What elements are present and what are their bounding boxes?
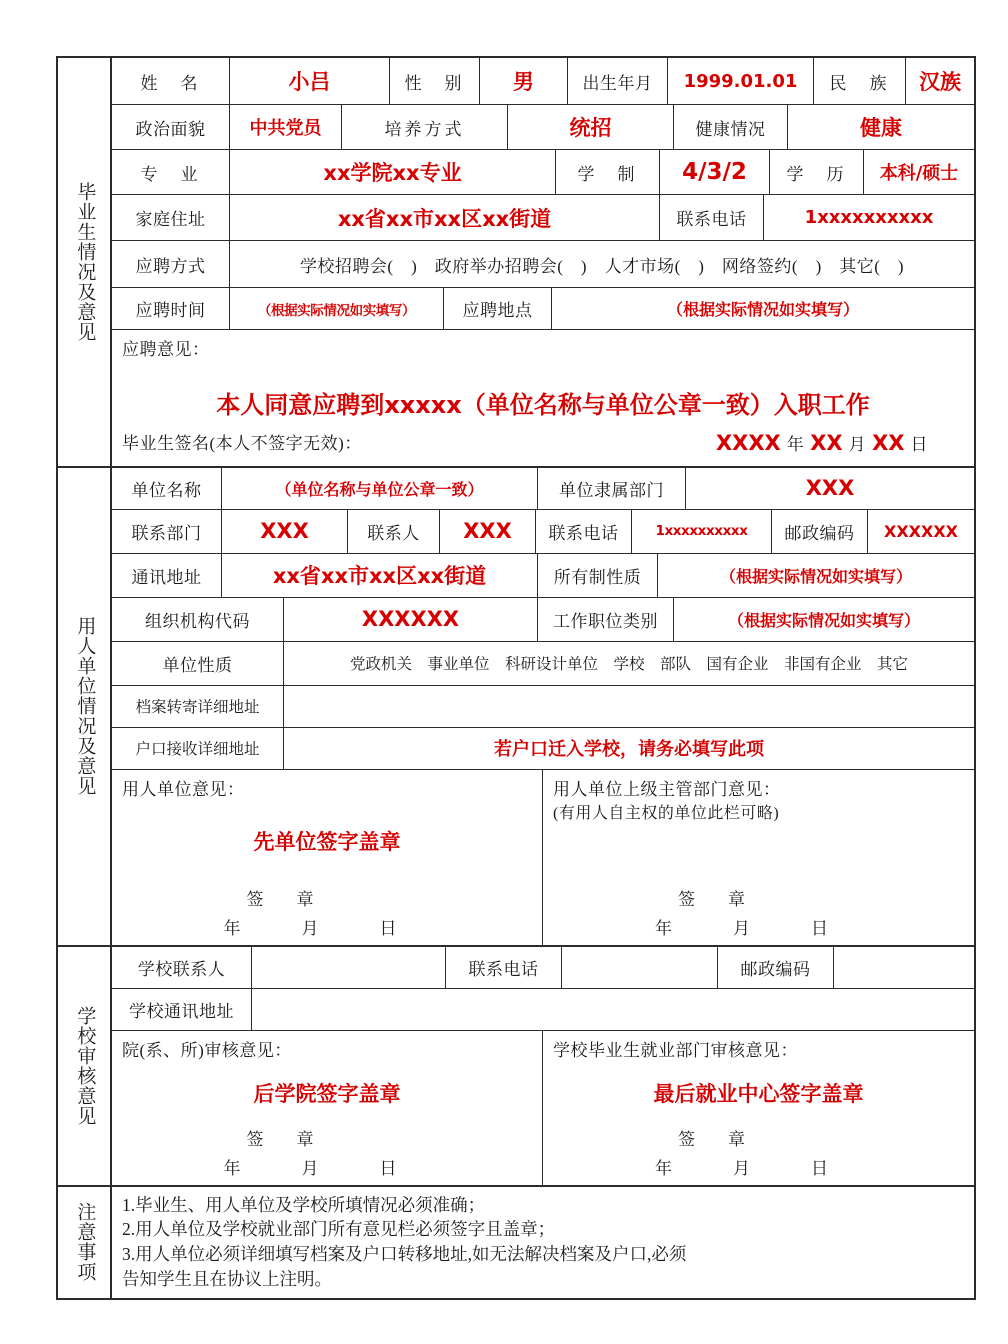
- label-school-contact: 学校联系人: [137, 959, 226, 979]
- dept-day: 日: [379, 1158, 397, 1178]
- label-archive-address-cell: [112, 686, 284, 727]
- row-major-system-education: [112, 150, 974, 195]
- label-employer-postcode: 邮政编码: [784, 523, 855, 543]
- apply-method-options: 学校招聘会( ) 政府举办招聘会( ) 人才市场( ) 网络签约( ) 其它( ): [299, 256, 905, 276]
- value-school-system: 4/3/2: [682, 159, 747, 185]
- row-archive-address: [112, 686, 974, 728]
- dept-year: 年: [223, 1158, 241, 1178]
- value-name-cell[interactable]: [230, 58, 390, 104]
- section-school: [58, 947, 974, 1187]
- row-name-gender-birth-ethnicity: [112, 58, 974, 105]
- value-employer-address-cell[interactable]: [222, 554, 538, 597]
- row-employer-opinions: [112, 770, 974, 945]
- value-org-code-cell[interactable]: [284, 598, 538, 641]
- row-apply-time-place: [112, 288, 974, 330]
- value-apply-time: （根据实际情况如实填写）: [257, 302, 416, 319]
- value-job-category: （根据实际情况如实填写）: [727, 610, 920, 630]
- employer-opinion-block[interactable]: [112, 770, 543, 945]
- value-training-cell[interactable]: [508, 105, 674, 149]
- employment-agreement-form: [56, 56, 976, 1300]
- note-item: 告知学生且在协议上注明。: [122, 1269, 332, 1290]
- label-name-cell: [112, 58, 230, 104]
- label-school-system-cell: [556, 150, 660, 194]
- label-graduate-signature: 毕业生签名(本人不签字无效)：: [122, 433, 362, 453]
- value-gender: 男: [513, 70, 534, 94]
- label-education-cell: [770, 150, 864, 194]
- superior-month: 月: [733, 918, 750, 938]
- label-school-postcode: 邮政编码: [740, 959, 811, 979]
- value-employer-phone-cell[interactable]: [632, 510, 772, 553]
- value-home-address: xx省xx市xx区xx街道: [337, 206, 552, 231]
- label-birth-cell: [568, 58, 668, 104]
- label-training-cell: [342, 105, 508, 149]
- row-apply-method: [112, 241, 974, 288]
- value-employment-opinion: 最后就业中心签字盖章: [653, 1081, 864, 1106]
- value-political-cell[interactable]: [230, 105, 342, 149]
- section-employer-label: 用人单位情况及意见: [58, 468, 112, 945]
- label-health-cell: [674, 105, 788, 149]
- label-employment-opinion: 学校毕业生就业部门审核意见：: [553, 1040, 798, 1060]
- section-notes-body: [112, 1187, 974, 1298]
- employment-year: 年: [655, 1158, 672, 1178]
- employment-opinion-block[interactable]: [543, 1031, 974, 1185]
- sign-month-value: XX: [810, 430, 843, 455]
- section-graduate-body: [112, 58, 974, 466]
- superior-seal-label: 签 章: [678, 889, 753, 909]
- value-home-address-cell[interactable]: [230, 195, 660, 240]
- value-contact-dept-cell[interactable]: [222, 510, 348, 553]
- row-org-code-job-category: [112, 598, 974, 642]
- employment-ymd: [543, 1154, 974, 1179]
- label-superior-dept: 单位隶属部门: [559, 480, 664, 500]
- label-school-address: 学校通讯地址: [129, 1001, 234, 1021]
- employment-sign-rows: [543, 1125, 974, 1179]
- value-school-system-cell[interactable]: [660, 150, 770, 194]
- employment-day: 日: [811, 1158, 828, 1178]
- section-school-body: [112, 947, 974, 1185]
- apply-method-options-cell[interactable]: [230, 241, 974, 287]
- value-ethnicity-cell[interactable]: [906, 58, 974, 104]
- label-ownership: 所有制性质: [553, 567, 642, 587]
- notes-list: [112, 1187, 974, 1298]
- value-job-category-cell[interactable]: [674, 598, 974, 641]
- employer-seal-label: 签 章: [246, 889, 322, 909]
- row-school-address: [112, 989, 974, 1031]
- label-ethnicity: 民 族: [829, 73, 890, 93]
- value-apply-place-cell[interactable]: [552, 288, 974, 329]
- label-gender-cell: [390, 58, 480, 104]
- value-name: 小吕: [288, 70, 331, 94]
- value-ownership: （根据实际情况如实填写）: [719, 566, 912, 586]
- value-hukou-address: 若户口迁入学校，请务必填写此项: [494, 739, 764, 760]
- label-apply-place-cell: [444, 288, 552, 329]
- sign-year-unit: 年: [786, 434, 805, 454]
- row-school-opinions: [112, 1031, 974, 1185]
- value-employer-postcode-cell[interactable]: [868, 510, 974, 553]
- employer-opinion-pair: [112, 770, 974, 945]
- value-health-cell[interactable]: [788, 105, 974, 149]
- value-employer-opinion: 先单位签字盖章: [253, 830, 401, 855]
- label-school-phone: 联系电话: [468, 959, 539, 979]
- employer-year: 年: [223, 918, 241, 938]
- label-birth: 出生年月: [582, 73, 653, 93]
- label-unit-nature-cell: [112, 642, 284, 685]
- dept-opinion-block[interactable]: [112, 1031, 543, 1185]
- value-gender-cell[interactable]: [480, 58, 568, 104]
- label-home-address: 家庭住址: [135, 210, 206, 229]
- section-notes-label: 注意事项: [58, 1187, 112, 1298]
- unit-nature-options-cell[interactable]: [284, 642, 974, 685]
- label-health: 健康情况: [695, 119, 766, 139]
- label-school-phone-cell: [446, 947, 562, 988]
- section-notes: [58, 1187, 974, 1298]
- value-school-contact-cell[interactable]: [252, 947, 446, 988]
- value-education: 本科/硕士: [879, 163, 959, 184]
- value-superior-dept: XXX: [805, 476, 855, 500]
- unit-nature-options: 党政机关 事业单位 科研设计单位 学校 部队 国有企业 非国有企业 其它: [349, 656, 908, 673]
- label-school-contact-cell: [112, 947, 252, 988]
- label-unit-name: 单位名称: [131, 480, 202, 500]
- section-graduate-label: 毕业生情况及意见: [58, 58, 112, 466]
- label-political-cell: [112, 105, 230, 149]
- value-phone-cell[interactable]: [764, 195, 974, 240]
- value-health: 健康: [860, 116, 902, 140]
- label-org-code: 组织机构代码: [145, 611, 250, 631]
- label-major-cell: [112, 150, 230, 194]
- label-contact-dept: 联系部门: [131, 523, 202, 543]
- dept-sign-rows: [112, 1125, 542, 1179]
- row-home-address-phone: [112, 195, 974, 241]
- label-apply-place: 应聘地点: [462, 301, 533, 320]
- value-political: 中共党员: [249, 118, 322, 139]
- label-employer-address-cell: [112, 554, 222, 597]
- value-contact-person-cell[interactable]: [440, 510, 536, 553]
- label-employer-phone-cell: [536, 510, 632, 553]
- section-employer: [58, 468, 974, 947]
- value-contact-dept: XXX: [260, 519, 309, 543]
- value-unit-name: （单位名称与单位公章一致）: [275, 479, 484, 499]
- label-superior-opinion: 用人单位上级主管部门意见：: [553, 779, 781, 799]
- superior-ymd: [543, 914, 974, 939]
- row-political-training-health: [112, 105, 974, 150]
- label-contact-dept-cell: [112, 510, 222, 553]
- label-dept-opinion: 院(系、所)审核意见：: [122, 1040, 292, 1060]
- label-superior-opinion-note: (有用人自主权的单位此栏可略): [553, 805, 780, 823]
- value-employer-postcode: XXXXXX: [883, 521, 958, 541]
- label-political: 政治面貌: [135, 119, 206, 139]
- label-employer-phone: 联系电话: [548, 523, 619, 543]
- value-hukou-address-cell[interactable]: [284, 728, 974, 769]
- label-name: 姓 名: [140, 73, 201, 93]
- label-hukou-address-cell: [112, 728, 284, 769]
- superior-day: 日: [811, 918, 828, 938]
- label-contact-person-cell: [348, 510, 440, 553]
- value-employer-phone: 1xxxxxxxxxx: [655, 523, 748, 539]
- section-school-label: 学校审核意见: [58, 947, 112, 1185]
- value-apply-place: （根据实际情况如实填写）: [666, 300, 859, 319]
- row-employer-contact: [112, 510, 974, 554]
- note-item: 1.毕业生、用人单位及学校所填情况必须准确；: [122, 1194, 486, 1215]
- label-archive-address: 档案转寄详细地址: [135, 699, 260, 716]
- label-ownership-cell: [538, 554, 658, 597]
- value-superior-dept-cell[interactable]: [686, 468, 974, 509]
- label-apply-method: 应聘方式: [135, 256, 206, 276]
- value-major: xx学院xx专业: [323, 161, 462, 185]
- value-unit-name-cell[interactable]: [222, 468, 538, 509]
- employment-seal-label: 签 章: [678, 1129, 753, 1149]
- employer-month: 月: [301, 918, 319, 938]
- label-school-system: 学 制: [577, 164, 638, 184]
- label-org-code-cell: [112, 598, 284, 641]
- row-employer-address-ownership: [112, 554, 974, 598]
- sign-day-value: XX: [872, 430, 905, 455]
- superior-year: 年: [655, 918, 672, 938]
- label-hukou-address: 户口接收详细地址: [135, 741, 260, 758]
- value-archive-address-cell[interactable]: [284, 686, 974, 727]
- row-unit-nature: [112, 642, 974, 686]
- label-employer-address: 通讯地址: [131, 567, 202, 587]
- note-item: 2.用人单位及学校就业部门所有意见栏必须签字且盖章；: [122, 1219, 556, 1240]
- label-superior-dept-cell: [538, 468, 686, 509]
- value-contact-person: XXX: [463, 519, 512, 543]
- label-major: 专 业: [140, 164, 201, 184]
- employer-day: 日: [379, 918, 397, 938]
- value-ownership-cell[interactable]: [658, 554, 974, 597]
- value-apply-opinion: 本人同意应聘到xxxxx（单位名称与单位公章一致）入职工作: [216, 390, 870, 419]
- apply-opinion-block[interactable]: [112, 330, 974, 466]
- label-ethnicity-cell: [814, 58, 906, 104]
- value-dept-opinion: 后学院签字盖章: [253, 1081, 401, 1106]
- dept-month: 月: [301, 1158, 319, 1178]
- value-training: 统招: [569, 116, 612, 140]
- label-employer-postcode-cell: [772, 510, 868, 553]
- label-apply-opinion: 应聘意见：: [122, 340, 210, 359]
- row-hukou-address: [112, 728, 974, 770]
- superior-sign-rows: [543, 885, 974, 939]
- value-education-cell[interactable]: [864, 150, 974, 194]
- label-job-category: 工作职位类别: [553, 611, 658, 631]
- sign-year-value: XXXX: [715, 430, 781, 455]
- label-gender: 性 别: [404, 73, 465, 93]
- note-item: 3.用人单位必须详细填写档案及户口转移地址,如无法解决档案及户口,必须: [122, 1244, 687, 1265]
- label-unit-nature: 单位性质: [162, 655, 233, 675]
- dept-ymd: [112, 1154, 542, 1179]
- dept-seal-label: 签 章: [246, 1129, 322, 1149]
- section-employer-body: [112, 468, 974, 945]
- value-phone: 1xxxxxxxxxx: [804, 207, 934, 228]
- label-school-postcode-cell: [718, 947, 834, 988]
- label-phone-cell: [660, 195, 764, 240]
- value-org-code: XXXXXX: [361, 607, 460, 631]
- label-training: 培养方式: [384, 119, 465, 139]
- value-school-phone-cell[interactable]: [562, 947, 718, 988]
- label-apply-method-cell: [112, 241, 230, 287]
- sign-day-unit: 日: [910, 434, 928, 454]
- label-contact-person: 联系人: [367, 523, 420, 543]
- value-major-cell[interactable]: [230, 150, 556, 194]
- employer-ymd: [112, 914, 542, 939]
- row-school-contact: [112, 947, 974, 989]
- value-birth: 1999.01.01: [683, 70, 798, 92]
- value-school-postcode-cell[interactable]: [834, 947, 974, 988]
- label-phone: 联系电话: [676, 210, 747, 229]
- superior-opinion-block[interactable]: [543, 770, 974, 945]
- section-graduate: [58, 58, 974, 468]
- label-unit-name-cell: [112, 468, 222, 509]
- row-apply-opinion: [112, 330, 974, 466]
- value-ethnicity: 汉族: [919, 70, 961, 94]
- label-apply-time: 应聘时间: [135, 301, 206, 320]
- row-unit-name: [112, 468, 974, 510]
- value-birth-cell[interactable]: [668, 58, 814, 104]
- label-education: 学 历: [786, 164, 847, 184]
- school-opinion-pair: [112, 1031, 974, 1185]
- label-school-address-cell: [112, 989, 252, 1030]
- label-employer-opinion: 用人单位意见：: [122, 779, 245, 799]
- sign-month-unit: 月: [848, 434, 867, 454]
- label-apply-time-cell: [112, 288, 230, 329]
- employment-month: 月: [733, 1158, 750, 1178]
- employer-sign-rows: [112, 885, 542, 939]
- label-home-address-cell: [112, 195, 230, 240]
- value-school-address-cell[interactable]: [252, 989, 974, 1030]
- value-apply-time-cell[interactable]: [230, 288, 444, 329]
- label-job-category-cell: [538, 598, 674, 641]
- value-employer-address: xx省xx市xx区xx街道: [272, 564, 487, 588]
